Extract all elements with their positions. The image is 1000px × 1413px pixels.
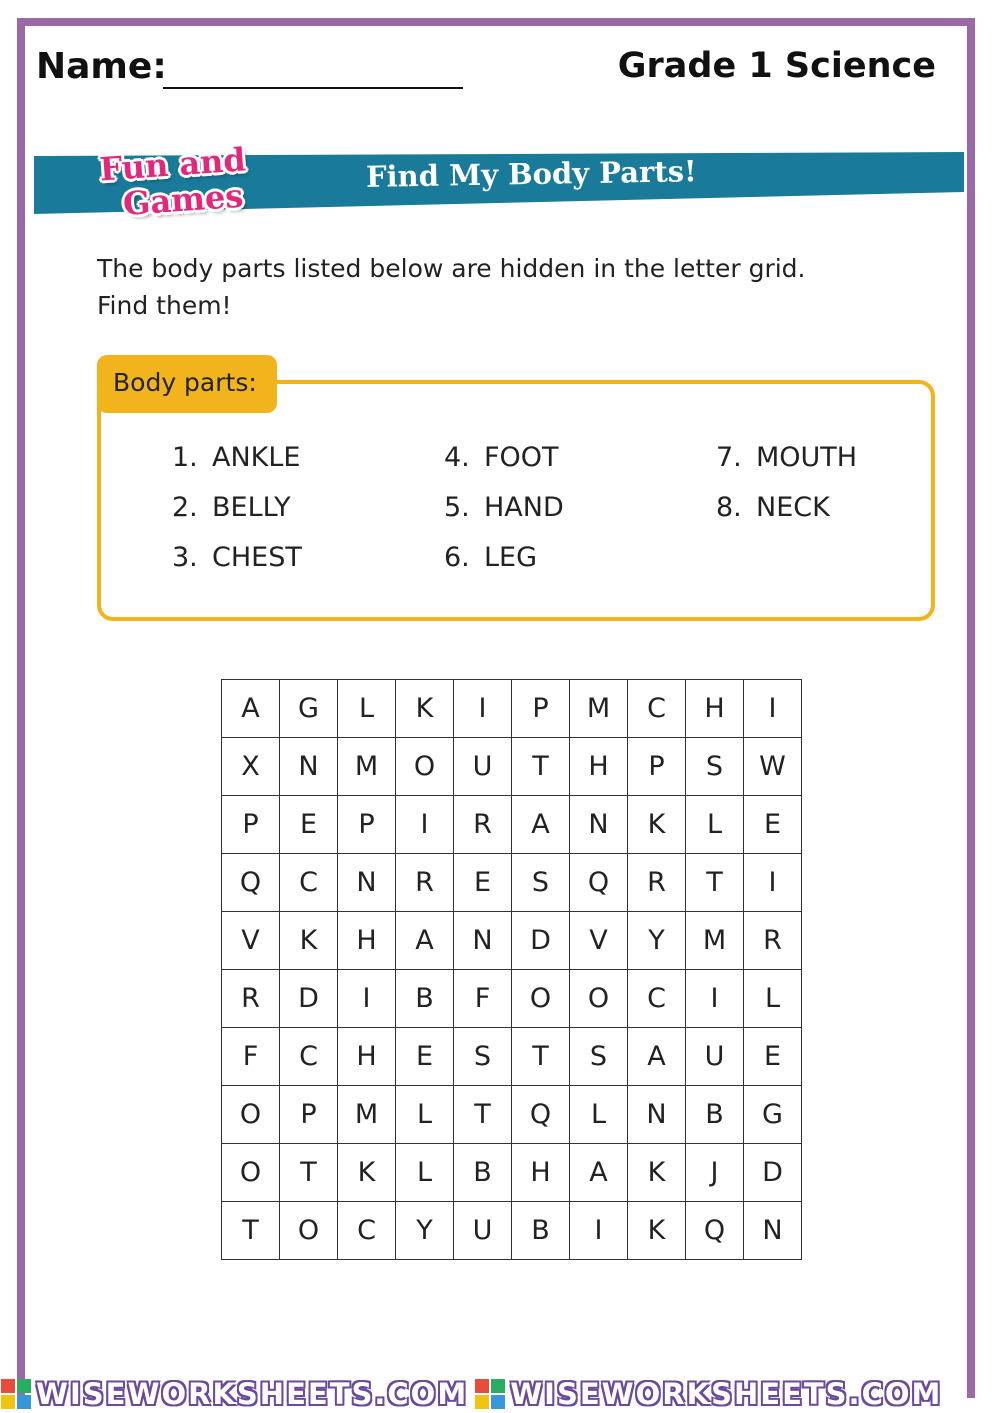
- grid-cell[interactable]: D: [744, 1144, 802, 1202]
- worksheet-title: Find My Body Parts!: [365, 154, 698, 194]
- grid-cell[interactable]: H: [512, 1144, 570, 1202]
- badge-line-2: Games: [121, 176, 245, 223]
- item-word: LEG: [484, 542, 538, 573]
- grid-cell[interactable]: B: [396, 970, 454, 1028]
- grid-cell[interactable]: T: [454, 1086, 512, 1144]
- grid-cell[interactable]: X: [222, 738, 280, 796]
- grid-cell[interactable]: G: [280, 680, 338, 738]
- item-number: 5.: [444, 492, 470, 523]
- grid-cell[interactable]: L: [686, 796, 744, 854]
- grid-cell[interactable]: C: [338, 1202, 396, 1260]
- name-blank-line: [163, 87, 463, 89]
- grid-cell[interactable]: F: [222, 1028, 280, 1086]
- grid-cell[interactable]: K: [628, 796, 686, 854]
- grid-row: [222, 1086, 802, 1144]
- grid-cell[interactable]: S: [686, 738, 744, 796]
- item-number: 1.: [172, 442, 198, 473]
- grid-cell[interactable]: U: [454, 738, 512, 796]
- grid-row: [222, 680, 802, 738]
- instructions-line-1: The body parts listed below are hidden in the letter grid.: [97, 254, 806, 283]
- grid-cell[interactable]: R: [744, 912, 802, 970]
- grid-cell[interactable]: R: [628, 854, 686, 912]
- grid-cell[interactable]: I: [744, 680, 802, 738]
- grid-cell[interactable]: C: [628, 970, 686, 1028]
- grid-cell[interactable]: C: [280, 854, 338, 912]
- grid-cell[interactable]: C: [280, 1028, 338, 1086]
- grade-label: Grade 1 Science: [617, 46, 936, 86]
- grid-cell[interactable]: E: [454, 854, 512, 912]
- item-word: NECK: [756, 492, 830, 523]
- grid-cell[interactable]: K: [396, 680, 454, 738]
- grid-cell[interactable]: S: [570, 1028, 628, 1086]
- item-number: 6.: [444, 542, 470, 573]
- grid-cell[interactable]: W: [744, 738, 802, 796]
- grid-cell[interactable]: T: [280, 1144, 338, 1202]
- grid-row: [222, 970, 802, 1028]
- grid-cell[interactable]: T: [512, 1028, 570, 1086]
- fun-and-games-badge: [91, 137, 268, 231]
- grid-cell[interactable]: M: [338, 1086, 396, 1144]
- grid-cell[interactable]: Q: [570, 854, 628, 912]
- grid-cell[interactable]: H: [686, 680, 744, 738]
- grid-cell[interactable]: N: [628, 1086, 686, 1144]
- wiseworksheets-logo-icon: [474, 1378, 506, 1410]
- list-item: [172, 492, 291, 523]
- grid-cell[interactable]: N: [280, 738, 338, 796]
- wiseworksheets-logo-icon: [0, 1378, 32, 1410]
- grid-cell[interactable]: O: [396, 738, 454, 796]
- grid-cell[interactable]: P: [628, 738, 686, 796]
- grid-cell[interactable]: F: [454, 970, 512, 1028]
- grid-row: [222, 796, 802, 854]
- grid-cell[interactable]: A: [570, 1144, 628, 1202]
- grid-cell[interactable]: V: [222, 912, 280, 970]
- grid-cell[interactable]: E: [744, 1028, 802, 1086]
- item-word: MOUTH: [756, 442, 858, 473]
- grid-cell[interactable]: J: [686, 1144, 744, 1202]
- grid-cell[interactable]: A: [512, 796, 570, 854]
- grid-row: [222, 1202, 802, 1260]
- watermark-text: WISEWORKSHEETS.COM: [36, 1377, 469, 1411]
- grid-cell[interactable]: K: [280, 912, 338, 970]
- watermark-text: WISEWORKSHEETS.COM: [510, 1377, 943, 1411]
- list-item: [444, 542, 537, 573]
- grid-cell[interactable]: R: [396, 854, 454, 912]
- grid-cell[interactable]: T: [222, 1202, 280, 1260]
- grid-cell[interactable]: U: [454, 1202, 512, 1260]
- grid-cell[interactable]: C: [628, 680, 686, 738]
- grid-cell[interactable]: O: [222, 1144, 280, 1202]
- watermark-2: [474, 1377, 942, 1411]
- grid-cell[interactable]: D: [280, 970, 338, 1028]
- grid-cell[interactable]: U: [686, 1028, 744, 1086]
- grid-cell[interactable]: K: [628, 1144, 686, 1202]
- grid-cell[interactable]: D: [512, 912, 570, 970]
- watermark-1: [0, 1377, 468, 1411]
- grid-cell[interactable]: Y: [396, 1202, 454, 1260]
- item-word: ANKLE: [212, 442, 301, 473]
- grid-cell[interactable]: I: [338, 970, 396, 1028]
- grid-cell[interactable]: Q: [222, 854, 280, 912]
- grid-cell[interactable]: A: [222, 680, 280, 738]
- grid-cell[interactable]: V: [570, 912, 628, 970]
- grid-cell[interactable]: B: [512, 1202, 570, 1260]
- grid-row: [222, 738, 802, 796]
- grid-cell[interactable]: H: [338, 1028, 396, 1086]
- grid-cell[interactable]: I: [396, 796, 454, 854]
- grid-row: [222, 1028, 802, 1086]
- grid-row: [222, 1144, 802, 1202]
- grid-cell[interactable]: B: [686, 1086, 744, 1144]
- grid-cell[interactable]: S: [454, 1028, 512, 1086]
- grid-cell[interactable]: N: [744, 1202, 802, 1260]
- grid-cell[interactable]: R: [454, 796, 512, 854]
- grid-cell[interactable]: E: [744, 796, 802, 854]
- grid-cell[interactable]: T: [686, 854, 744, 912]
- grid-cell[interactable]: P: [512, 680, 570, 738]
- item-word: BELLY: [212, 492, 291, 523]
- grid-cell[interactable]: M: [338, 738, 396, 796]
- name-label: Name:: [36, 46, 167, 87]
- grid-cell[interactable]: M: [686, 912, 744, 970]
- list-item: [444, 442, 559, 473]
- instructions-line-2: Find them!: [97, 291, 232, 320]
- grid-cell[interactable]: N: [570, 796, 628, 854]
- grid-cell[interactable]: O: [570, 970, 628, 1028]
- item-word: CHEST: [212, 542, 302, 573]
- grid-cell[interactable]: H: [570, 738, 628, 796]
- item-word: HAND: [484, 492, 564, 523]
- item-number: 2.: [172, 492, 198, 523]
- grid-cell[interactable]: P: [338, 796, 396, 854]
- grid-cell[interactable]: P: [280, 1086, 338, 1144]
- list-item: [716, 442, 857, 473]
- grid-cell[interactable]: O: [280, 1202, 338, 1260]
- grid-cell[interactable]: I: [744, 854, 802, 912]
- grid-cell[interactable]: O: [512, 970, 570, 1028]
- grid-cell[interactable]: B: [454, 1144, 512, 1202]
- item-word: FOOT: [484, 442, 559, 473]
- item-number: 3.: [172, 542, 198, 573]
- instructions: [97, 250, 897, 324]
- grid-cell[interactable]: K: [338, 1144, 396, 1202]
- item-number: 8.: [716, 492, 742, 523]
- grid-cell[interactable]: L: [570, 1086, 628, 1144]
- list-item: [172, 542, 302, 573]
- item-number: 4.: [444, 442, 470, 473]
- grid-cell[interactable]: A: [396, 912, 454, 970]
- grid-row: [222, 912, 802, 970]
- grid-cell[interactable]: M: [570, 680, 628, 738]
- badge-line-1: Fun and: [98, 140, 247, 189]
- grid-cell[interactable]: N: [454, 912, 512, 970]
- grid-cell[interactable]: N: [338, 854, 396, 912]
- grid-cell[interactable]: E: [280, 796, 338, 854]
- grid-cell[interactable]: Q: [686, 1202, 744, 1260]
- grid-cell[interactable]: I: [454, 680, 512, 738]
- list-item: [716, 492, 830, 523]
- grid-cell[interactable]: S: [512, 854, 570, 912]
- letter-grid: [221, 679, 802, 1260]
- list-item: [172, 442, 300, 473]
- grid-cell[interactable]: A: [628, 1028, 686, 1086]
- grid-cell[interactable]: P: [222, 796, 280, 854]
- grid-cell[interactable]: R: [222, 970, 280, 1028]
- body-parts-label: Body parts:: [113, 368, 257, 397]
- grid-cell[interactable]: Y: [628, 912, 686, 970]
- grid-cell[interactable]: E: [396, 1028, 454, 1086]
- grid-cell[interactable]: T: [512, 738, 570, 796]
- grid-cell[interactable]: I: [570, 1202, 628, 1260]
- grid-cell[interactable]: I: [686, 970, 744, 1028]
- grid-cell[interactable]: L: [396, 1086, 454, 1144]
- grid-cell[interactable]: H: [338, 912, 396, 970]
- grid-cell[interactable]: L: [396, 1144, 454, 1202]
- grid-cell[interactable]: G: [744, 1086, 802, 1144]
- grid-cell[interactable]: L: [744, 970, 802, 1028]
- grid-cell[interactable]: L: [338, 680, 396, 738]
- grid-cell[interactable]: Q: [512, 1086, 570, 1144]
- grid-row: [222, 854, 802, 912]
- footer-watermark: [0, 1375, 1000, 1413]
- grid-cell[interactable]: O: [222, 1086, 280, 1144]
- item-number: 7.: [716, 442, 742, 473]
- grid-cell[interactable]: K: [628, 1202, 686, 1260]
- list-item: [444, 492, 564, 523]
